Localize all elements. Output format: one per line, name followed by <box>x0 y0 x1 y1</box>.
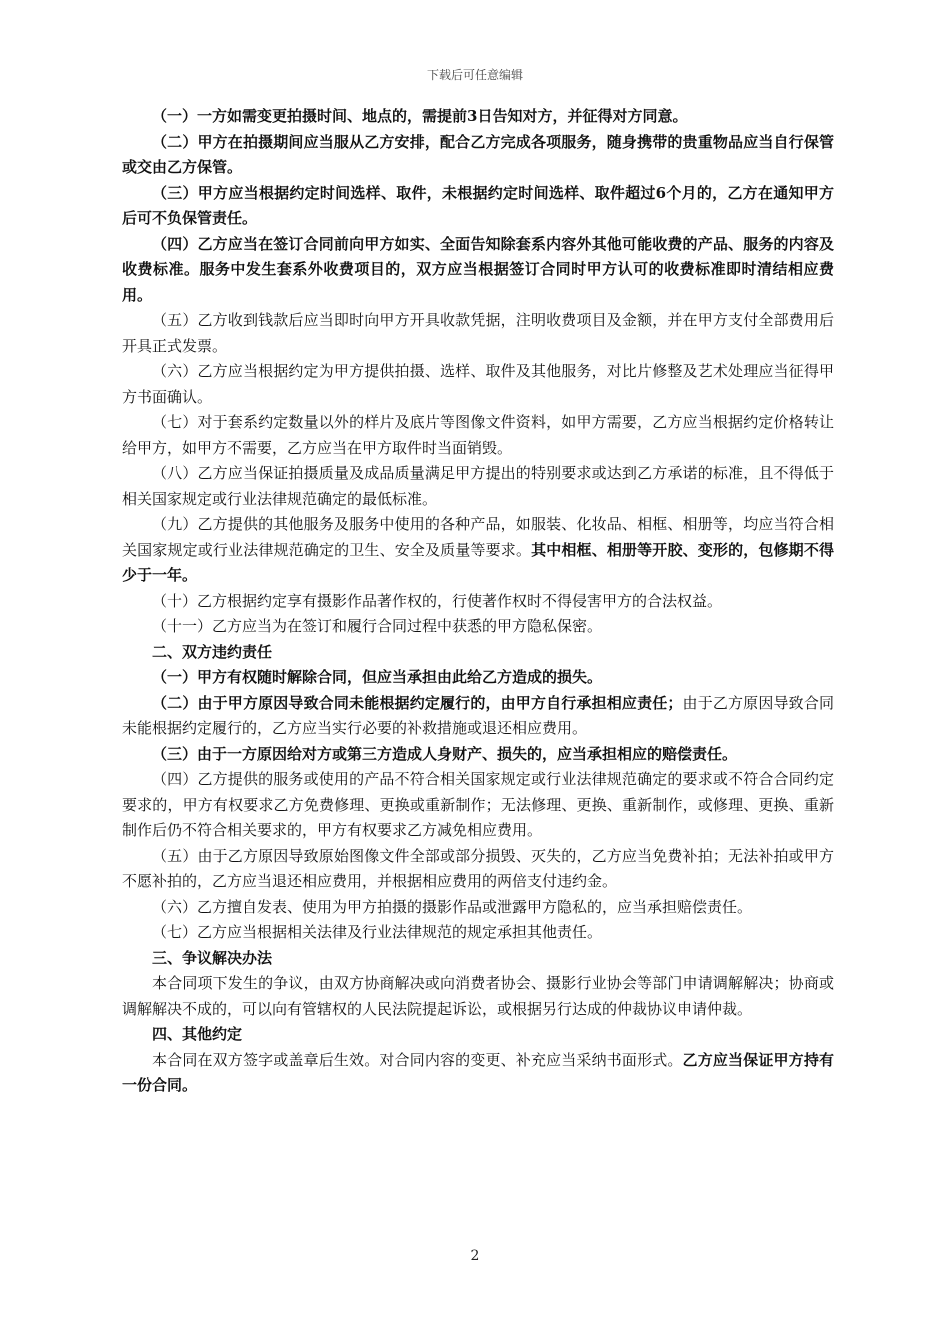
paragraph <box>122 589 834 615</box>
paragraph <box>122 1048 834 1099</box>
text-run: 其中相框、相册等开胶、变形的，包修期不得少于一年。 <box>122 540 834 584</box>
text-run: 本合同项下发生的争议，由双方协商解决或向消费者协会、摄影行业协会等部门申请调解解决；协商或调解解决不成的，可以向有管辖权的人民法院提起诉讼，或根据另行达成的仲裁协议申请仲裁。 <box>122 974 834 1018</box>
text-run: （二）甲方在拍摄期间应当服从乙方安排，配合乙方完成各项服务，随身携带的贵重物品应当自行保管或交由乙方保管。 <box>122 132 834 176</box>
paragraph <box>122 742 834 768</box>
text-run: （一）甲方有权随时解除合同，但应当承担由此给乙方造成的损失。 <box>152 668 603 686</box>
paragraph <box>122 308 834 359</box>
page-header: 下载后可任意编辑 <box>426 68 523 82</box>
paragraph <box>122 181 834 232</box>
paragraph <box>122 691 834 742</box>
text-run: （二）由于甲方原因导致合同未能根据约定履行的，由甲方自行承担相应责任； <box>152 693 683 712</box>
paragraph <box>122 461 834 512</box>
paragraph <box>122 410 834 461</box>
paragraph <box>122 1022 834 1048</box>
text-run: （六）乙方应当根据约定为甲方提供拍摄、选样、取件及其他服务，对比片修整及艺术处理应当征得甲方书面确认。 <box>122 362 834 406</box>
text-run: 乙方应当保证甲方持有一份合同。 <box>122 1050 834 1094</box>
paragraph <box>122 614 834 640</box>
text-run: （七）对于套系约定数量以外的样片及底片等图像文件资料，如甲方需要，乙方应当根据约定价格转让给甲方，如甲方不需要，乙方应当在甲方取件时当面销毁。 <box>122 413 834 457</box>
paragraph <box>122 104 834 130</box>
text-run: （五）乙方收到钱款后应当即时向甲方开具收款凭据，注明收费项目及金额，并在甲方支付全部费用后开具正式发票。 <box>122 311 834 355</box>
paragraph <box>122 665 834 691</box>
text-run: 本合同在双方签字或盖章后生效。对合同内容的变更、补充应当采纳书面形式。 <box>152 1050 683 1069</box>
page-number: 2 <box>470 1248 480 1264</box>
text-run: （八）乙方应当保证拍摄质量及成品质量满足甲方提出的特别要求或达到乙方承诺的标准，且不得低于相关国家规定或行业法律规范确定的最低标准。 <box>122 464 834 508</box>
text-run: （三）由于一方原因给对方或第三方造成人身财产、损失的，应当承担相应的赔偿责任。 <box>152 744 738 763</box>
paragraph <box>122 767 834 844</box>
paragraph <box>122 512 834 589</box>
text-run: （十）乙方根据约定享有摄影作品著作权的，行使著作权时不得侵害甲方的合法权益。 <box>152 591 723 610</box>
paragraph <box>122 130 834 181</box>
text-run: 三、争议解决办法 <box>152 948 273 967</box>
paragraph <box>122 895 834 921</box>
text-run: （七）乙方应当根据相关法律及行业法律规范的规定承担其他责任。 <box>152 923 603 941</box>
paragraph <box>122 640 834 666</box>
text-run: 二、双方违约责任 <box>152 642 273 661</box>
text-run: （九）乙方提供的其他服务及服务中使用的各种产品，如服装、化妆品、相框、相册等，均应当符合相关国家规定或行业法律规范确定的卫生、安全及质量等要求。 <box>122 515 834 559</box>
paragraph <box>122 844 834 895</box>
text-run: （三）甲方应当根据约定时间选样、取件，未根据约定时间选样、取件超过6个月的，乙方在通知甲方后可不负保管责任。 <box>122 183 834 227</box>
paragraph <box>122 971 834 1022</box>
paragraph <box>122 232 834 309</box>
document-body <box>122 104 834 1099</box>
text-run: 四、其他约定 <box>152 1025 243 1043</box>
text-run: （四）乙方提供的服务或使用的产品不符合相关国家规定或行业法律规范确定的要求或不符合合同约定要求的，甲方有权要求乙方免费修理、更换或重新制作；无法修理、更换、重新制作，或修理、更换、重新制作后仍不符合相关要求的，甲方有权要求乙方减免相应费用。 <box>122 770 834 839</box>
paragraph <box>122 946 834 972</box>
text-run: （六）乙方擅自发表、使用为甲方拍摄的摄影作品或泄露甲方隐私的，应当承担赔偿责任。 <box>152 897 753 916</box>
text-run: （四）乙方应当在签订合同前向甲方如实、全面告知除套系内容外其他可能收费的产品、服务的内容及收费标准。服务中发生套系外收费项目的，双方应当根据签订合同时甲方认可的收费标准即时清结相应费用。 <box>122 234 834 304</box>
paragraph <box>122 359 834 410</box>
text-run: （十一）乙方应当为在签订和履行合同过程中获悉的甲方隐私保密。 <box>152 617 603 635</box>
text-run: （一）一方如需变更拍摄时间、地点的，需提前3日告知对方，并征得对方同意。 <box>152 107 688 125</box>
text-run: 由于乙方原因导致合同未能根据约定履行的，乙方应当实行必要的补救措施或退还相应费用。 <box>122 693 834 737</box>
paragraph <box>122 920 834 946</box>
text-run: （五）由于乙方原因导致原始图像文件全部或部分损毁、灭失的，乙方应当免费补拍；无法补拍或甲方不愿补拍的，乙方应当退还相应费用，并根据相应费用的两倍支付违约金。 <box>122 846 834 890</box>
